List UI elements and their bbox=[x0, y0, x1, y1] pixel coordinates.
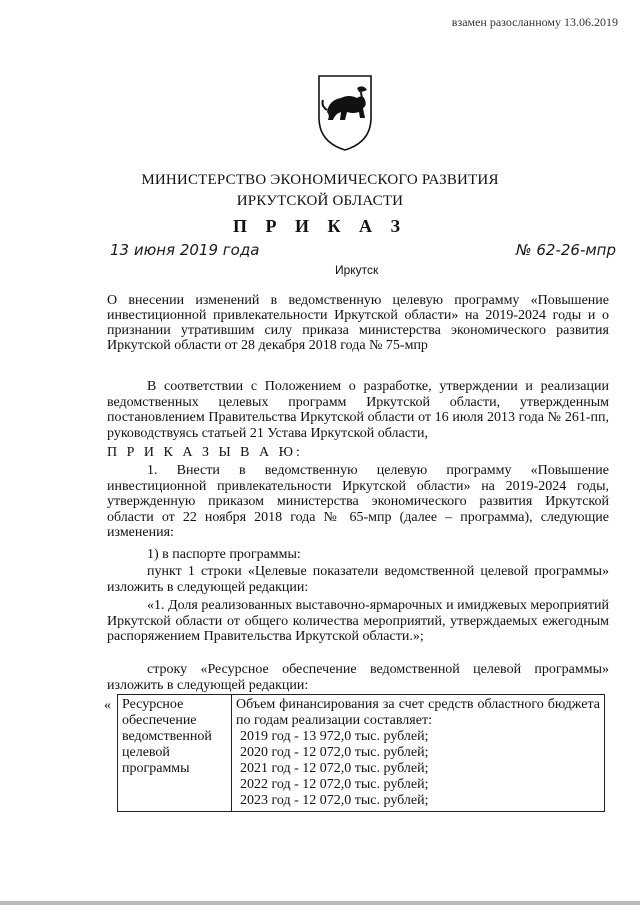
resource-table bbox=[117, 694, 605, 812]
funding-intro: Объем финансирования за счет средств областного бюджета по годам реализации составляет: bbox=[236, 697, 600, 728]
city-name: Иркутск bbox=[335, 263, 379, 277]
year-line: 2020 год - 12 072,0 тыс. рублей; bbox=[240, 745, 429, 760]
ministry-name-line2: ИРКУТСКОЙ ОБЛАСТИ bbox=[236, 193, 404, 209]
quoted-indicator-paragraph: «1. Доля реализованных выставочно-ярмарочных и имиджевых мероприятий Иркутской области от общего количества мероприятий, утверждаемых ежегодным распоряжением Правительства Иркутской области.»; bbox=[107, 598, 609, 644]
distribution-stamp: взамен разосланному 13.06.2019 bbox=[451, 15, 618, 29]
item-1-paragraph: 1. Внести в ведомственную целевую программу «Повышение инвестиционной привлекательности Иркутской области» на 2019-2024 годы, утвержденную приказом министерства экономического развития Иркутской области от 22 ноября 2018 года № 65-мпр (далее – программа), следующие изменения: bbox=[107, 463, 609, 540]
handwritten-number: № 62-26-мпр bbox=[515, 241, 616, 259]
handwritten-date: 13 июня 2019 года bbox=[110, 241, 260, 259]
page-bottom-edge bbox=[0, 901, 640, 905]
prikazyvayu-heading: П Р И К А З Ы В А Ю: bbox=[107, 445, 303, 460]
table-cell-funding bbox=[232, 695, 605, 812]
label-line: Ресурсное bbox=[122, 697, 184, 712]
document-title: П Р И К А З bbox=[232, 216, 408, 236]
years-list bbox=[236, 729, 600, 809]
year-line: 2019 год - 13 972,0 тыс. рублей; bbox=[240, 729, 429, 744]
preamble-paragraph: В соответствии с Положением о разработке, утверждении и реализации ведомственных целевых программ Иркутской области, утвержденным постановлением Правительства Иркутской области от 16 июля 2013 года № 261-пп, руководствуясь статьей 21 Устава Иркутской области, bbox=[107, 379, 609, 441]
year-line: 2023 год - 12 072,0 тыс. рублей; bbox=[240, 793, 429, 808]
table-open-quote: « bbox=[104, 698, 111, 713]
subitem-1-paragraph: 1) в паспорте программы: bbox=[147, 547, 301, 562]
label-line: ведомственной bbox=[122, 729, 212, 744]
point-1-paragraph: пункт 1 строки «Целевые показатели ведомственной целевой программы» изложить в следующей редакции: bbox=[107, 564, 609, 595]
table-row bbox=[118, 695, 605, 812]
year-line: 2021 год - 12 072,0 тыс. рублей; bbox=[240, 761, 429, 776]
ministry-name-line1: МИНИСТЕРСТВО ЭКОНОМИЧЕСКОГО РАЗВИТИЯ bbox=[141, 172, 499, 188]
order-subject: О внесении изменений в ведомственную целевую программу «Повышение инвестиционной привлекательности Иркутской области» на 2019-2024 годы и о признании утратившим силу приказа министерства экономического развития Иркутской области от 28 декабря 2018 года № 75-мпр bbox=[107, 293, 609, 353]
year-line: 2022 год - 12 072,0 тыс. рублей; bbox=[240, 777, 429, 792]
coat-of-arms-emblem bbox=[313, 72, 377, 152]
label-line: обеспечение bbox=[122, 713, 197, 728]
resource-row-paragraph: строку «Ресурсное обеспечение ведомственной целевой программы» изложить в следующей редакции: bbox=[107, 662, 609, 693]
label-line: программы bbox=[122, 761, 190, 776]
label-line: целевой bbox=[122, 745, 170, 760]
table-cell-label bbox=[118, 695, 232, 812]
